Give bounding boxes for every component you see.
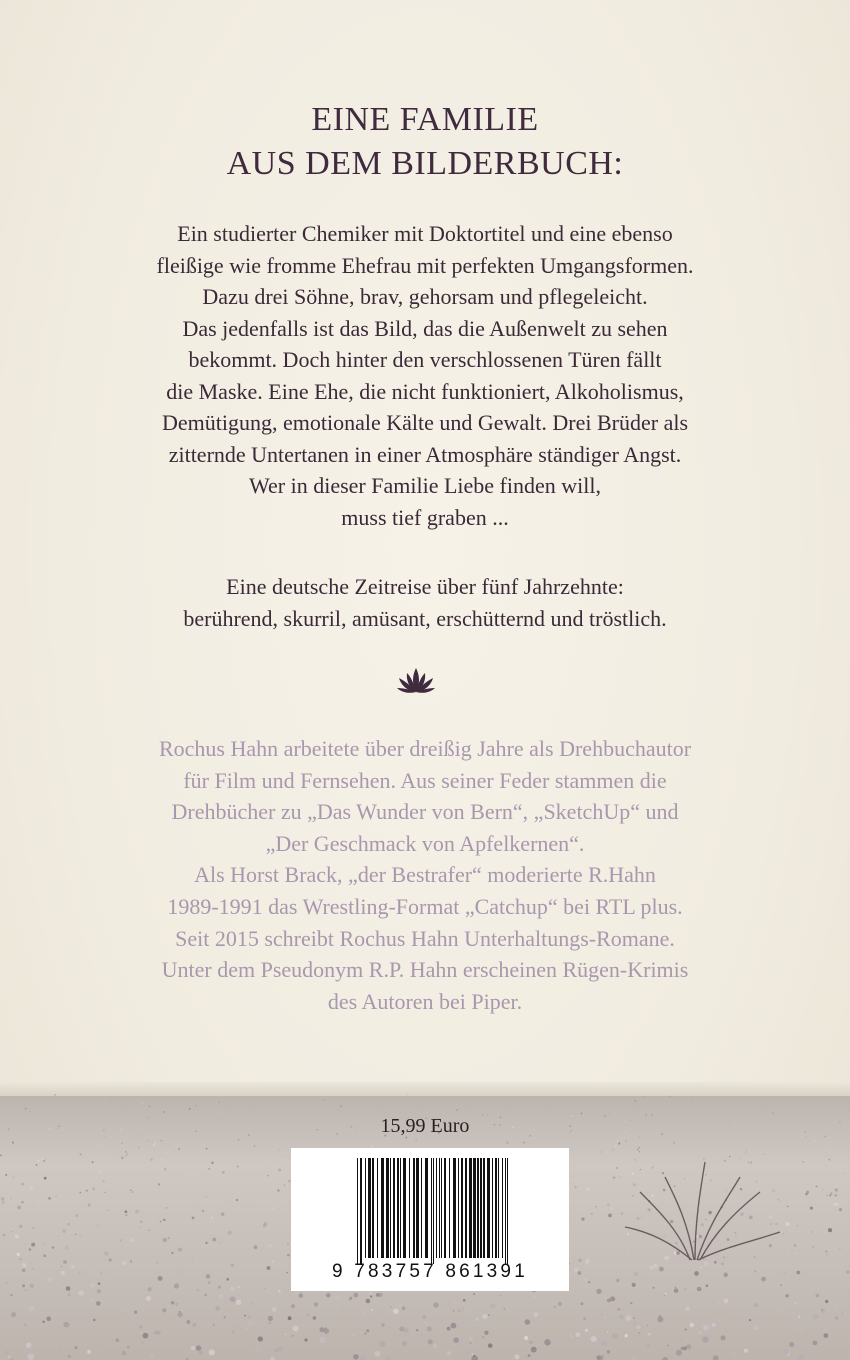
author-bio [60, 733, 790, 1017]
bio-line: Als Horst Brack, „der Bestrafer“ moderierte R.Hahn [194, 862, 656, 888]
price-label: 15,99 Euro [380, 1115, 470, 1137]
blurb-line: zitternde Untertanen in einer Atmosphäre ständiger Angst. [168, 441, 682, 467]
tagline-line: berührend, skurril, amüsant, erschütternd und tröstlich. [183, 605, 667, 631]
blurb-line: fleißige wie fromme Ehefrau mit perfekten Umgangsformen. [156, 252, 694, 278]
headline-line: AUS DEM BILDERBUCH: [226, 145, 624, 182]
bio-line: des Autoren bei Piper. [327, 988, 523, 1014]
bio-line: Rochus Hahn arbeitete über dreißig Jahre als Drehbuchautor [158, 736, 692, 761]
headline [0, 98, 850, 186]
blurb-line: bekommt. Doch hinter den verschlossenen Türen fällt [188, 347, 662, 372]
blurb-line: muss tief graben ... [341, 504, 509, 530]
blurb-line: Demütigung, emotionale Kälte und Gewalt. Drei Brüder als [161, 410, 689, 435]
isbn-barcode [291, 1148, 569, 1291]
isbn-digits: 9 783757 861391 [332, 1261, 528, 1282]
bio-line: Drehbücher zu „Das Wunder von Bern“, „SketchUp“ und [171, 799, 679, 825]
blurb-line: Dazu drei Söhne, brav, gehorsam und pflegeleicht. [202, 284, 648, 309]
blurb-line: die Maske. Eine Ehe, die nicht funktioniert, Alkoholismus, [166, 378, 684, 404]
blurb-line: Das jedenfalls ist das Bild, das die Außenwelt zu sehen [182, 315, 668, 341]
blurb-line: Ein studierter Chemiker mit Doktortitel und eine ebenso [177, 221, 673, 246]
blurb-text [60, 218, 790, 533]
bio-line: 1989-1991 das Wrestling-Format „Catchup“ bei RTL plus. [167, 893, 683, 919]
lotus-ornament-icon [396, 664, 436, 698]
tagline [60, 571, 790, 634]
tagline-line: Eine deutsche Zeitreise über fünf Jahrzehnte: [226, 574, 624, 599]
bio-line: Seit 2015 schreibt Rochus Hahn Unterhaltungs-Romane. [175, 925, 675, 951]
bio-line: „Der Geschmack von Apfelkernen“. [265, 830, 585, 856]
bio-line: für Film und Fernsehen. Aus seiner Feder stammen die [183, 767, 667, 793]
blurb-line: Wer in dieser Familie Liebe finden will, [249, 473, 601, 498]
bio-line: Unter dem Pseudonym R.P. Hahn erscheinen Rügen-Krimis [161, 957, 689, 983]
headline-line: EINE FAMILIE [311, 101, 539, 138]
